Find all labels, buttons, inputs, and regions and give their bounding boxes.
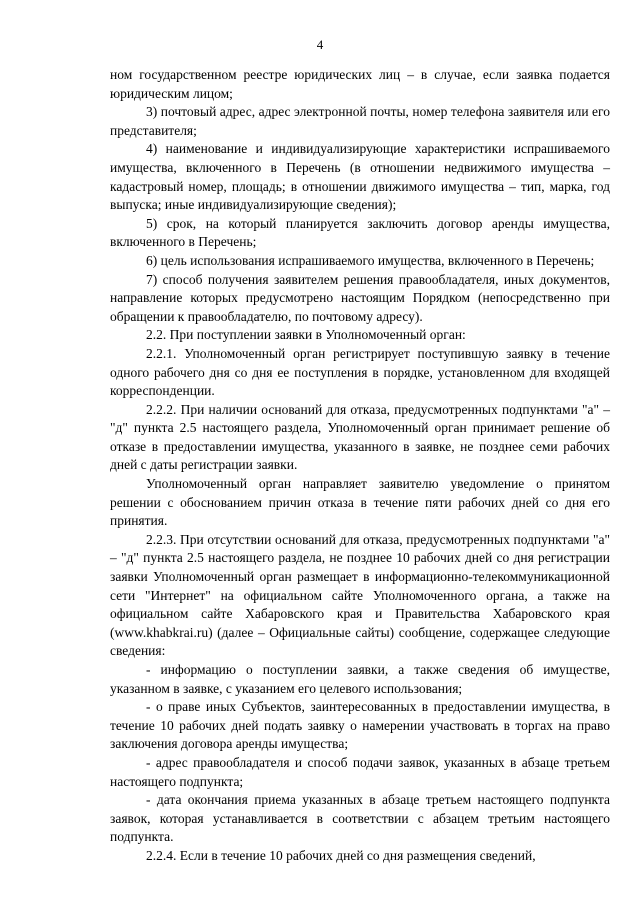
list-item-holder-address: - адрес правообладателя и способ подачи заявок, указанных в абзаце третьем настоящего подпункта; (110, 754, 610, 789)
paragraph-2-2-3: 2.2.3. При отсутствии оснований для отказа, предусмотренных подпунктами "а" – "д" пункта 2.5 настоящего раздела, не позднее 10 рабочих дней со дня регистрации заявки Уполномоченный орган размещает в информационно-телекоммуникационной сети "Интернет" на официальном сайте Уполномоченного органа, а также на официальном сайте Хабаровского края и Правительства Хабаровского края (www.khabkrai.ru) (далее – Официальные сайты) сообщение, содержащее следующие сведения: (110, 531, 610, 659)
paragraph-item-6: 6) цель использования испрашиваемого имущества, включенного в Перечень; (146, 252, 595, 268)
paragraph-item-5: 5) срок, на который планируется заключить договор аренды имущества, включенного в Перечень; (110, 215, 610, 250)
paragraph-item-4: 4) наименование и индивидуализирующие характеристики испрашиваемого имущества, включенного в Перечень (в отношении недвижимого имущества – кадастровый номер, площадь; в отношении движимого имущества – тип, марка, год выпуска; иные индивидуализирующие сведения); (110, 141, 610, 213)
document-body (110, 66, 610, 866)
list-item-deadline: - дата окончания приема указанных в абзаце третьем настоящего подпункта заявок, которая устанавливается в соответствии с абзацем третьим настоящего подпункта. (110, 792, 610, 845)
paragraph-2-2-2: 2.2.2. При наличии оснований для отказа, предусмотренных подпунктами "а" – "д" пункта 2.5 настоящего раздела, Уполномоченный орган принимает решение об отказе в предоставлении имущества, указанного в заявке, не позднее семи рабочих дней с даты регистрации заявки. (110, 401, 610, 473)
paragraph-2-2: 2.2. При поступлении заявки в Уполномоченный орган: (146, 327, 466, 343)
page-number: 4 (316, 37, 324, 52)
paragraph-item-3: 3) почтовый адрес, адрес электронной почты, номер телефона заявителя или его представителя; (110, 104, 610, 138)
list-item-other-subjects-right: - о праве иных Субъектов, заинтересованных в предоставлении имущества, в течение 10 рабочих дней подать заявку о намерении участвовать в торгах на право заключения договора аренды имущества; (110, 699, 610, 752)
paragraph-2-2-1: 2.2.1. Уполномоченный орган регистрирует поступившую заявку в течение одного рабочего дня со дня ее поступления в порядке, установленном для входящей корреспонденции. (110, 345, 610, 399)
list-item-application-info: - информацию о поступлении заявки, а также сведения об имуществе, указанном в заявке, с указанием его целевого использования; (110, 662, 610, 696)
paragraph-2-2-4: 2.2.4. Если в течение 10 рабочих дней со дня размещения сведений, (146, 847, 536, 863)
paragraph-continuation: ном государственном реестре юридических лиц – в случае, если заявка подается юридическим лицом; (110, 67, 610, 101)
paragraph-notification: Уполномоченный орган направляет заявителю уведомление о принятом решении с обоснованием причин отказа в течение пяти рабочих дней со дня его принятия. (110, 476, 610, 529)
paragraph-item-7: 7) способ получения заявителем решения правообладателя, иных документов, направление которых предусмотрено настоящим Порядком (непосредственно при обращении к правообладателю, по почтовому адресу). (110, 271, 610, 324)
